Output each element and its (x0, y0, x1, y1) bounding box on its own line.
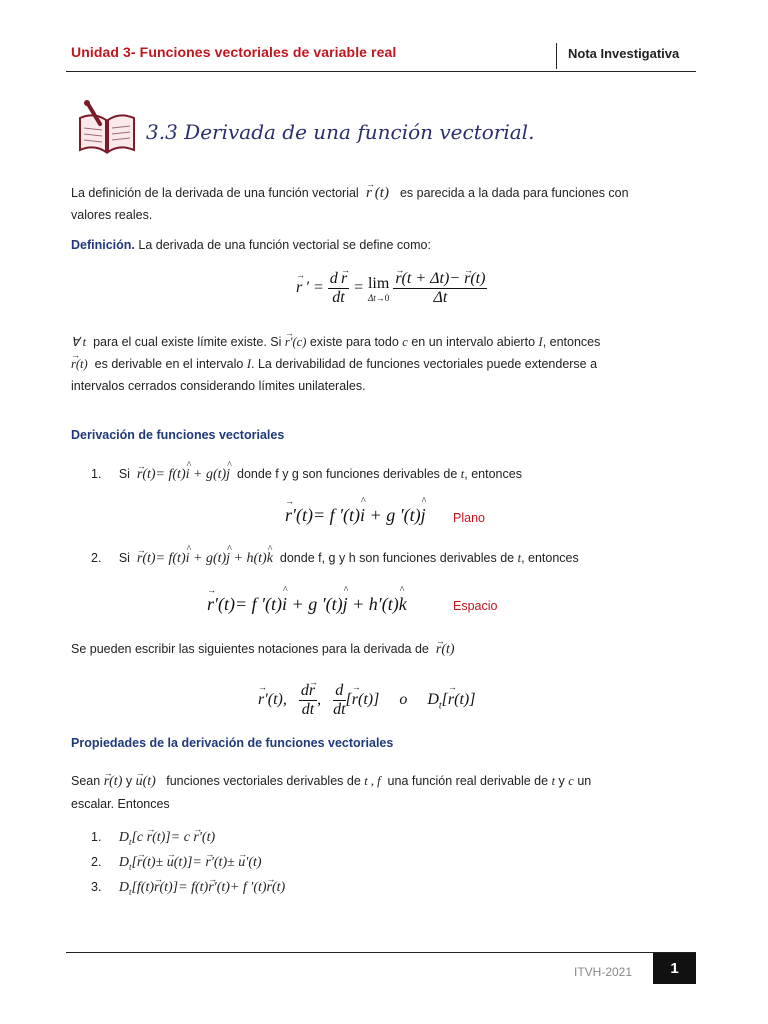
intro-text-b: es parecida a la dada para funciones con (399, 186, 629, 200)
prop-text-d: una función real derivable de (387, 774, 549, 788)
notations-formula: → r′(t), $\frac{d\to r}{dt}$ , $\frac{d}{dt}$ [→ r(t)] o $D_t[\to r(t)]$ (258, 682, 475, 719)
plano-label: Plano (453, 511, 485, 525)
cont-text-e: es derivable en el intervalo (94, 357, 244, 371)
properties-paragraph: Sean → r(t) y → u(t) funciones vectoriales derivables de t , f una función real derivable de t y c un escalar. Entonces (71, 770, 711, 815)
derivation-item-1: 1. Si → r(t)= f(t)^ i + g(t)^ j donde f y g son funciones derivables de t, entonces (91, 463, 522, 486)
intro-paragraph: La definición de la derivada de una función vectorial → r (t) es parecida a la dada para funciones con valores reales. (71, 182, 701, 226)
notations-text: Se pueden escribir las siguientes notaciones para la derivada de (71, 642, 429, 656)
prop-text-f: un (577, 774, 592, 788)
item1-text-b: donde f y g son funciones derivables de (237, 467, 458, 481)
item1-text-a: Si (118, 467, 130, 481)
item2-text-a: Si (118, 551, 130, 565)
prop-text-a: Sean (71, 774, 101, 788)
cont-text-f: . La derivabilidad de funciones vectoriales puede extenderse a (251, 357, 598, 371)
section-title: 3.3 Derivada de una función vectorial. (146, 120, 535, 144)
footer-text: ITVH-2021 (574, 965, 633, 979)
item2-text-c: , entonces (521, 551, 579, 565)
page-number: 1 (653, 953, 696, 984)
notations-or: o (399, 691, 408, 709)
space-formula: → r′(t)= f ′(t)^ i + g ′(t)^ j + h′(t)^ k (207, 594, 407, 615)
properties-heading: Propiedades de la derivación de funciones vectoriales (71, 736, 394, 750)
header-rule (66, 71, 696, 72)
header-title: Unidad 3- Funciones vectoriales de variable real (71, 44, 397, 60)
property-3-number: 3. (91, 880, 102, 894)
definition-label: Definición. (71, 238, 135, 252)
definition-line (71, 234, 431, 256)
continuity-paragraph: ∀ t para el cual existe límite existe. Si → r′(c) existe para todo c en un intervalo abierto I, entonces → r(t) es derivable en el intervalo I. La derivabilidad de funciones vectoriales puede extenderse a intervalos cerrados considerando límites unilaterales. (71, 331, 711, 397)
cont-text-b: existe para todo (309, 335, 399, 349)
item2-text-b: donde f, g y h son funciones derivables de (279, 551, 515, 565)
prop-text-b: y (125, 774, 133, 788)
cont-text-a: para el cual existe límite existe. Si (93, 335, 282, 349)
property-3: 3. $D_t[f(t)\to r(t)]= f(t)\to r'(t)+ f$ ′(t)→ r(t) (91, 876, 285, 903)
property-2: 2. $D_t[\to r(t)\pm \to u(t)]= \to r'(t)\pm \to u'(t)$ (91, 851, 262, 878)
definition-text: La derivada de una función vectorial se define como: (138, 238, 431, 252)
intro-text-c: valores reales. (71, 208, 153, 222)
property-2-number: 2. (91, 855, 102, 869)
notations-line: Se pueden escribir las siguientes notaciones para la derivada de → r(t) (71, 638, 455, 661)
footer-rule (66, 952, 696, 953)
header-separator (556, 43, 557, 69)
item1-number: 1. (91, 467, 102, 481)
cont-text-d: , entonces (542, 335, 601, 349)
espacio-label: Espacio (453, 599, 498, 613)
property-1-number: 1. (91, 830, 102, 844)
header-label: Nota Investigativa (568, 46, 680, 61)
plane-formula: → r′(t)= f ′(t)^ i + g ′(t)^ j (285, 505, 426, 526)
prop-text-g: escalar. Entonces (71, 797, 170, 811)
cont-text-c: en un intervalo abierto (411, 335, 536, 349)
prop-text-e: y (558, 774, 565, 788)
intro-text-a: La definición de la derivada de una función vectorial (71, 186, 359, 200)
derivation-item-2: 2. Si → r(t)= f(t)^ i + g(t)^ j + h(t)^ k donde f, g y h son funciones derivables de t, entonces (91, 547, 579, 570)
book-icon (76, 100, 138, 156)
property-1: 1. $D_t[c \to r(t)]= c \to r'(t)$ (91, 826, 215, 853)
derivation-heading: Derivación de funciones vectoriales (71, 428, 285, 442)
item2-number: 2. (91, 551, 102, 565)
prop-text-c: funciones vectoriales derivables de (166, 774, 361, 788)
definition-formula: → r ′ = $\frac{d \to r}{dt}$ = lim Δt→0 → $\frac{r(t + \Delta t)- \to r(t)}{\Delta t}$ (296, 270, 487, 307)
item1-text-c: , entonces (464, 467, 522, 481)
cont-text-g: intervalos cerrados considerando límites unilaterales. (71, 379, 366, 393)
